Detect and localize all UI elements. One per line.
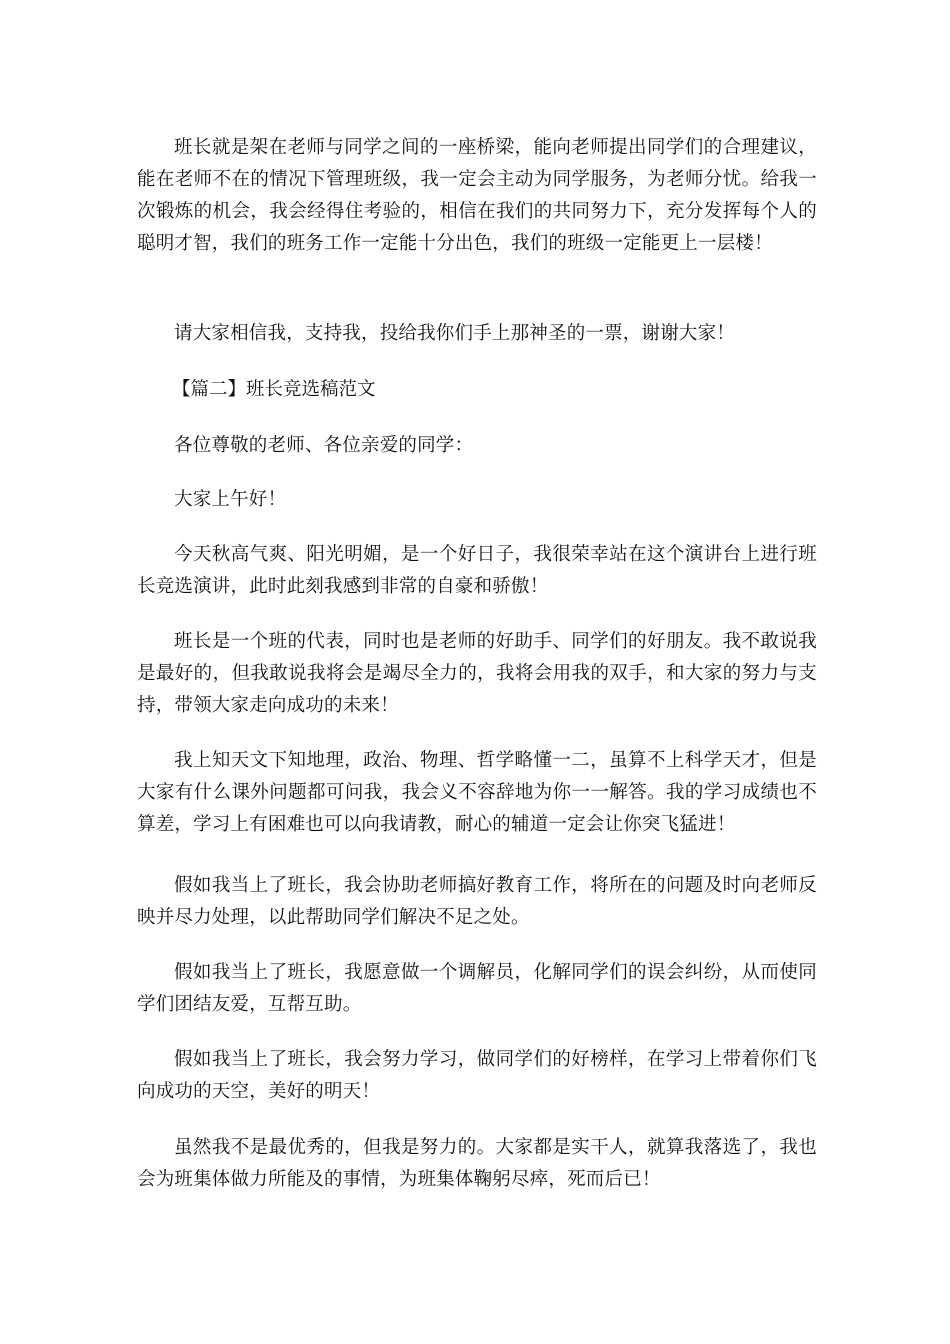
paragraph-greeting: 大家上午好！ bbox=[174, 489, 287, 510]
paragraph-salutation: 各位尊敬的老师、各位亲爱的同学： bbox=[174, 435, 474, 456]
paragraph-if-elected-2: 假如我当上了班长，我愿意做一个调解员，化解同学们的误会纠纷，从而使同学们团结友爱，互帮互助。 bbox=[137, 962, 817, 1015]
paragraph-opening: 今天秋高气爽、阳光明媚，是一个好日子，我很荣幸站在这个演讲台上进行班长竞选演讲，此时此刻我感到非常的自豪和骄傲！ bbox=[137, 544, 817, 597]
paragraph-if-elected-3: 假如我当上了班长，我会努力学习，做同学们的好榜样，在学习上带着你们飞向成功的天空，美好的明天！ bbox=[137, 1049, 817, 1102]
paragraph-class-leader-role: 班长是一个班的代表，同时也是老师的好助手、同学们的好朋友。我不敢说我是最好的，但我敢说我将会是竭尽全力的，我将会用我的双手，和大家的努力与支持，带领大家走向成功的未来！ bbox=[137, 631, 817, 716]
paragraph-vote-request: 请大家相信我，支持我，投给我你们手上那神圣的一票，谢谢大家！ bbox=[174, 323, 736, 344]
paragraph-bridge: 班长就是架在老师与同学之间的一座桥梁，能向老师提出同学们的合理建议，能在老师不在的情况下管理班级，我一定会主动为同学服务，为老师分忧。给我一次锻炼的机会，我会经得住考验的，相信在我们的共同努力下，充分发挥每个人的聪明才智，我们的班务工作一定能十分出色，我们的班级一定能更上一层楼！ bbox=[137, 137, 817, 254]
paragraph-if-elected-1: 假如我当上了班长，我会协助老师搞好教育工作，将所在的问题及时向老师反映并尽力处理，以此帮助同学们解决不足之处。 bbox=[137, 875, 817, 928]
section-heading: 【篇二】班长竞选稿范文 bbox=[172, 379, 376, 400]
paragraph-closing: 虽然我不是最优秀的，但我是努力的。大家都是实干人，就算我落选了，我也会为班集体做力所能及的事情，为班集体鞠躬尽瘁，死而后已！ bbox=[137, 1137, 817, 1190]
paragraph-knowledge: 我上知天文下知地理，政治、物理、哲学略懂一二，虽算不上科学天才，但是大家有什么课外问题都可问我，我会义不容辞地为你一一解答。我的学习成绩也不算差，学习上有困难也可以向我请教，耐心的辅道一定会让你突飞猛进！ bbox=[137, 750, 817, 835]
